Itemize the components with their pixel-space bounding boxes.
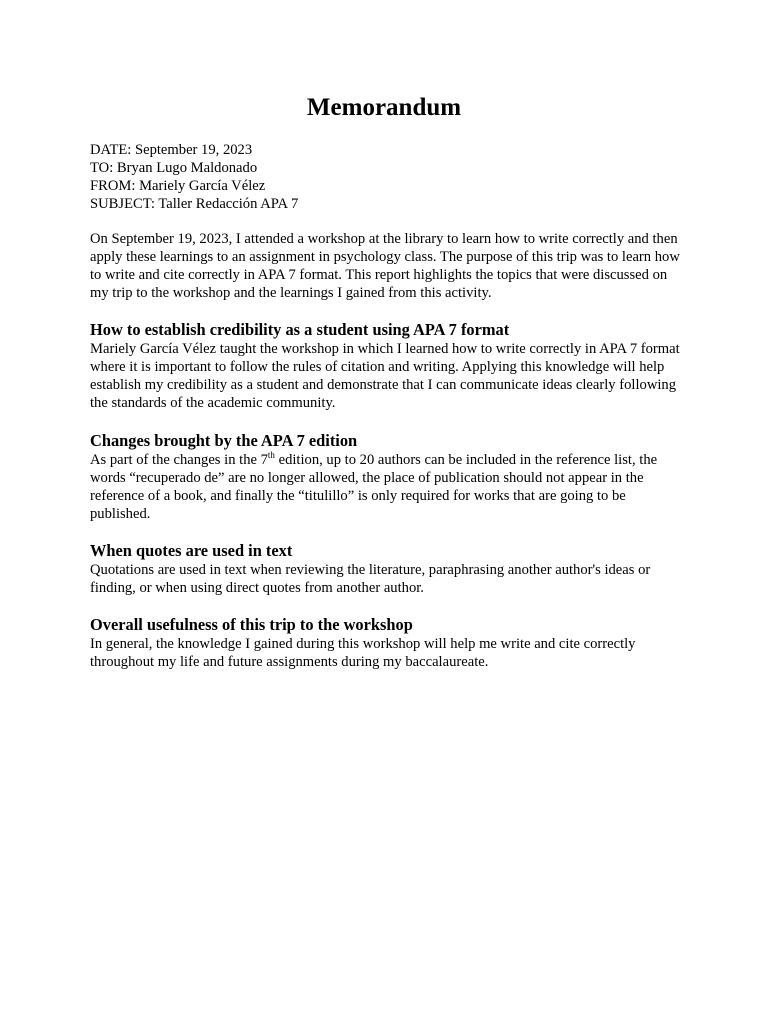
section-body xyxy=(90,451,688,523)
section-heading: When quotes are used in text xyxy=(90,541,293,560)
section-usefulness xyxy=(90,615,688,671)
section-heading: Changes brought by the APA 7 edition xyxy=(90,431,358,450)
section-apa7-changes xyxy=(90,431,688,523)
memo-date: DATE: September 19, 2023 xyxy=(90,142,253,158)
memo-from: FROM: Mariely García Vélez xyxy=(90,178,266,194)
memo-header xyxy=(90,141,690,213)
section-body: In general, the knowledge I gained during this workshop will help me write and cite correctly throughout my life and future assignments during my baccalaureate. xyxy=(90,636,636,670)
memo-title: Memorandum xyxy=(306,94,462,121)
section-quotes xyxy=(90,541,688,597)
section-heading: Overall usefulness of this trip to the workshop xyxy=(90,615,413,634)
superscript-ordinal: th xyxy=(267,450,275,461)
section-body: Quotations are used in text when reviewing the literature, paraphrasing another author's ideas or finding, or when using direct quotes from another author. xyxy=(90,562,651,596)
section-body: Mariely García Vélez taught the workshop in which I learned how to write correctly in APA 7 format where it is important to follow the rules of citation and writing. Applying this knowledge will help establish my credibility as a student and demonstrate that I can communicate ideas clearly following the standards of the academic community. xyxy=(90,341,680,411)
section-body-text: edition, up to 20 authors can be included in the reference list, the words “recuperado de” are no longer allowed, the place of publication should not appear in the reference of a book, and finally the “titulillo” is only required for works that are going to be published. xyxy=(90,452,658,522)
memo-intro-paragraph: On September 19, 2023, I attended a workshop at the library to learn how to write correctly and then apply these learnings to an assignment in psychology class. The purpose of this trip was to learn how to write and cite correctly in APA 7 format. This report highlights the topics that were discussed on my trip to the workshop and the learnings I gained from this activity. xyxy=(90,231,680,301)
memo-to: TO: Bryan Lugo Maldonado xyxy=(90,160,258,176)
section-heading: How to establish credibility as a student using APA 7 format xyxy=(90,320,510,339)
memo-subject: SUBJECT: Taller Redacción APA 7 xyxy=(90,196,299,212)
section-body-text: As part of the changes in the 7 xyxy=(90,452,268,468)
section-credibility xyxy=(90,320,688,412)
